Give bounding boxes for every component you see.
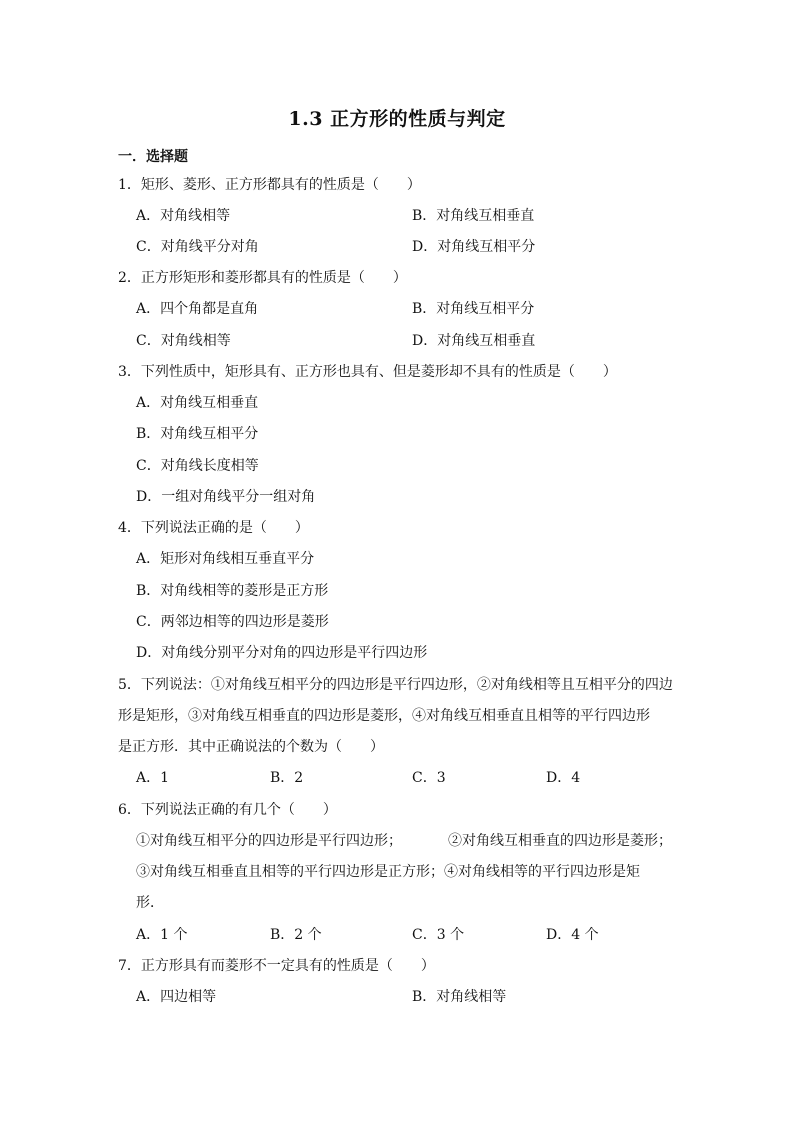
- question-1-option-d[interactable]: D．对角线互相平分: [412, 239, 536, 255]
- question-2-stem: 2．正方形矩形和菱形都具有的性质是（ ）: [118, 270, 407, 286]
- question-6-stem: 6．下列说法正确的有几个（ ）: [118, 802, 337, 818]
- question-4-option-b[interactable]: B．对角线相等的菱形是正方形: [136, 583, 329, 599]
- question-5-stem-line-3: 是正方形．其中正确说法的个数为（ ）: [118, 739, 384, 755]
- question-5-option-d[interactable]: D．4: [546, 770, 581, 786]
- question-5-option-b[interactable]: B．2: [270, 770, 304, 786]
- question-7-option-a[interactable]: A．四边相等: [136, 989, 217, 1005]
- question-4-stem: 4．下列说法正确的是（ ）: [118, 520, 309, 536]
- section-heading: 一．选择题: [118, 149, 188, 165]
- question-7-stem: 7．正方形具有而菱形不一定具有的性质是（ ）: [118, 958, 435, 974]
- question-5-stem-line-1: 5．下列说法：①对角线互相平分的四边形是平行四边形，②对角线相等且互相平分的四边: [118, 677, 673, 693]
- question-7-option-b[interactable]: B．对角线相等: [412, 989, 507, 1005]
- question-2-option-a[interactable]: A．四个角都是直角: [136, 301, 259, 317]
- question-1-option-b[interactable]: B．对角线互相垂直: [412, 208, 535, 224]
- question-3-option-a[interactable]: A．对角线互相垂直: [136, 395, 259, 411]
- page-title: 1.3 正方形的性质与判定: [288, 108, 506, 130]
- question-2-option-d[interactable]: D．对角线互相垂直: [412, 333, 536, 349]
- question-1-option-a[interactable]: A．对角线相等: [136, 208, 231, 224]
- question-6-option-a[interactable]: A．1 个: [136, 927, 188, 943]
- question-3-option-c[interactable]: C．对角线长度相等: [136, 458, 259, 474]
- question-2-option-b[interactable]: B．对角线互相平分: [412, 301, 535, 317]
- question-5-option-c[interactable]: C．3: [412, 770, 446, 786]
- question-6-statement-2: ②对角线互相垂直的四边形是菱形；: [448, 833, 672, 849]
- question-6-option-d[interactable]: D．4 个: [546, 927, 599, 943]
- question-6-statement-1: ①对角线互相平分的四边形是平行四边形；: [136, 833, 402, 849]
- question-2-option-c[interactable]: C．对角线相等: [136, 333, 231, 349]
- question-4-option-a[interactable]: A．矩形对角线相互垂直平分: [136, 551, 315, 567]
- question-5-stem-line-2: 形是矩形，③对角线互相垂直的四边形是菱形，④对角线互相垂直且相等的平行四边形: [118, 708, 650, 724]
- question-6-statement-3-4: ③对角线互相垂直且相等的平行四边形是正方形；④对角线相等的平行四边形是矩: [136, 864, 640, 880]
- question-4-option-d[interactable]: D．对角线分别平分对角的四边形是平行四边形: [136, 645, 428, 661]
- question-3-option-b[interactable]: B．对角线互相平分: [136, 426, 259, 442]
- question-5-option-a[interactable]: A．1: [136, 770, 170, 786]
- question-3-option-d[interactable]: D．一组对角线平分一组对角: [136, 489, 316, 505]
- question-3-stem: 3．下列性质中，矩形具有、正方形也具有、但是菱形却不具有的性质是（ ）: [118, 364, 617, 380]
- question-6-option-c[interactable]: C．3 个: [412, 927, 465, 943]
- question-4-option-c[interactable]: C．两邻边相等的四边形是菱形: [136, 614, 329, 630]
- question-6-statement-continued: 形．: [136, 895, 164, 911]
- question-6-option-b[interactable]: B．2 个: [270, 927, 322, 943]
- question-1-option-c[interactable]: C．对角线平分对角: [136, 239, 259, 255]
- question-1-stem: 1．矩形、菱形、正方形都具有的性质是（ ）: [118, 177, 421, 193]
